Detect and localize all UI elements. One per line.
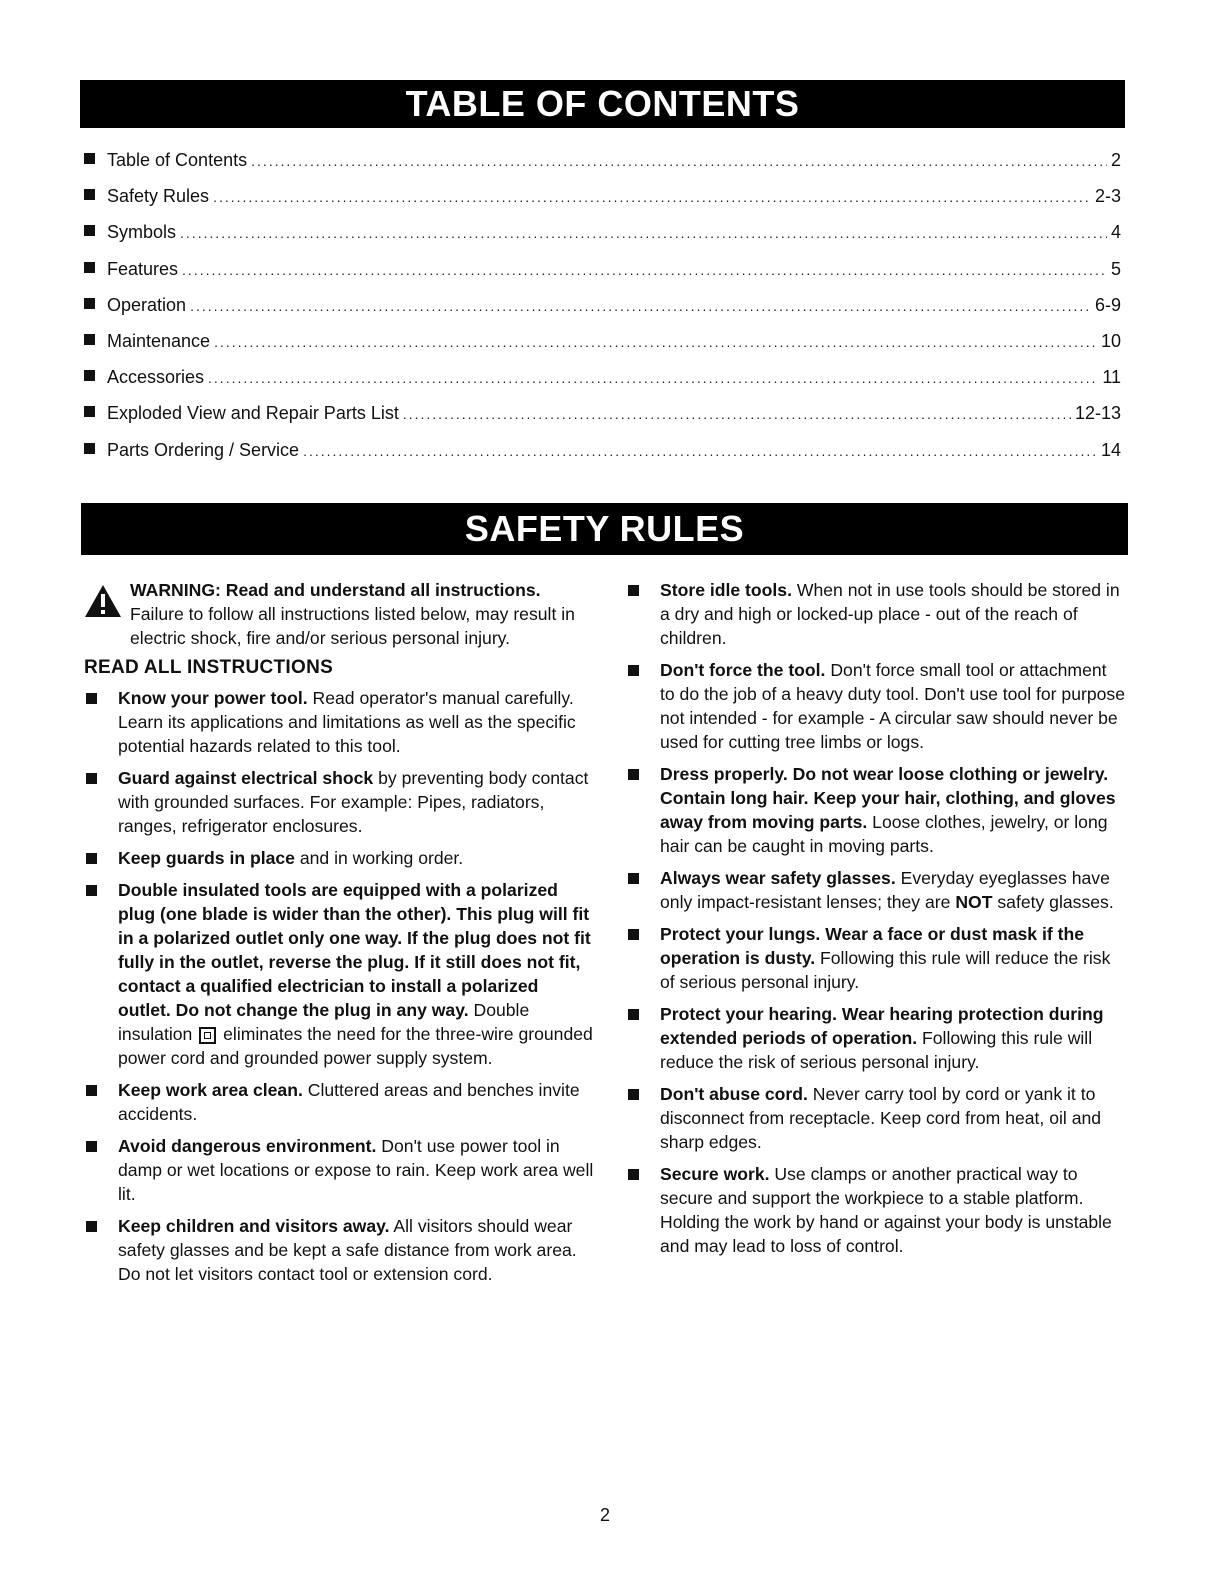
bullet-square-icon bbox=[628, 1009, 639, 1020]
safety-rule bbox=[626, 866, 1126, 914]
safety-rule bbox=[84, 766, 596, 838]
warning-text: Failure to follow all instructions listed below, may result in electric shock, fire and/or serious personal injury. bbox=[130, 604, 575, 648]
toc-item-label: Safety Rules bbox=[107, 186, 210, 207]
bullet-square-icon bbox=[628, 1169, 639, 1180]
rule-heading: Dress properly. Do not wear loose clothing or jewelry. Contain long hair. Keep your hair, clothing, and gloves away from moving parts. bbox=[660, 764, 1116, 832]
rule-text: Following this rule will reduce the risk of serious personal injury. bbox=[660, 1028, 1093, 1072]
rule-text: When not in use tools should be stored in a dry and high or locked-up place - out of the reach of children. bbox=[660, 580, 1120, 648]
bullet-square-icon bbox=[86, 773, 97, 784]
toc-item bbox=[84, 259, 1121, 295]
toc-title: TABLE OF CONTENTS bbox=[80, 80, 1125, 128]
safety-rule bbox=[626, 1082, 1126, 1154]
toc-item-label: Parts Ordering / Service bbox=[107, 439, 300, 460]
rule-heading: Secure work. bbox=[660, 1164, 770, 1184]
safety-rule bbox=[84, 686, 596, 758]
safety-rule bbox=[84, 1134, 596, 1206]
toc-item-label: Table of Contents bbox=[107, 150, 248, 170]
dot-leader bbox=[214, 334, 1097, 350]
dot-leader bbox=[180, 225, 1107, 241]
safety-rule bbox=[626, 1002, 1126, 1074]
rule-heading: Keep work area clean. bbox=[118, 1080, 303, 1100]
toc-item-page: 6-9 bbox=[1094, 294, 1121, 315]
bullet-square-icon bbox=[86, 1221, 97, 1232]
bullet-square-icon bbox=[84, 443, 95, 454]
toc-item-label: Accessories bbox=[107, 367, 205, 388]
bullet-square-icon bbox=[628, 1089, 639, 1100]
bullet-square-icon bbox=[86, 853, 97, 864]
rule-text: Loose clothes, jewelry, or long hair can be caught in moving parts. bbox=[660, 812, 1108, 856]
toc-item bbox=[84, 222, 1121, 258]
safety-rule bbox=[626, 1162, 1126, 1258]
rule-text: and in working order. bbox=[294, 848, 464, 868]
bullet-square-icon bbox=[84, 262, 95, 273]
rule-text: Don't use power tool in damp or wet locations or expose to rain. Keep work area well lit. bbox=[118, 1136, 594, 1204]
toc-item-page: 12-13 bbox=[1074, 403, 1121, 424]
safety-rule bbox=[626, 578, 1126, 650]
rule-heading: Keep children and visitors away. bbox=[118, 1216, 390, 1236]
safety-rule bbox=[84, 1078, 596, 1126]
rule-text: Use clamps or another practical way to secure and support the workpiece to a stable platform. Holding the work by hand or against your body is unstable and may lead to loss of control. bbox=[660, 1164, 1112, 1256]
rule-heading: Don't force the tool. bbox=[660, 660, 826, 680]
dot-leader bbox=[303, 443, 1097, 459]
toc-item-page: 14 bbox=[1100, 439, 1121, 460]
rule-text: Don't force small tool or attachment to do the job of a heavy duty tool. Don't use tool for purpose not intended - for example - A circular saw should never be used for cutting tree limbs or logs. bbox=[660, 660, 1126, 752]
rule-emphasis: NOT bbox=[955, 892, 993, 912]
double-insulation-icon bbox=[199, 1027, 216, 1044]
rule-text: Never carry tool by cord or yank it to disconnect from receptacle. Keep cord from heat, oil and sharp edges. bbox=[660, 1084, 1102, 1152]
safety-rule bbox=[84, 846, 596, 870]
toc-item bbox=[84, 150, 1121, 186]
toc-item-page: 5 bbox=[1110, 258, 1121, 279]
bullet-square-icon bbox=[628, 585, 639, 596]
rule-text: Following this rule will reduce the risk of serious personal injury. bbox=[660, 948, 1111, 992]
rule-heading: Keep guards in place bbox=[118, 848, 295, 868]
bullet-square-icon bbox=[84, 370, 95, 381]
bullet-square-icon bbox=[86, 693, 97, 704]
rule-text: Cluttered areas and benches invite accidents. bbox=[118, 1080, 580, 1124]
toc-item-page: 11 bbox=[1102, 367, 1121, 388]
toc-item-label: Symbols bbox=[107, 222, 177, 243]
dot-leader bbox=[182, 262, 1107, 278]
rule-heading: Guard against electrical shock bbox=[118, 768, 374, 788]
page-number: 2 bbox=[599, 1505, 610, 1525]
bullet-square-icon bbox=[84, 406, 95, 417]
rule-text: by preventing body contact with grounded surfaces. For example: Pipes, radiators, ranges, refrigerator enclosures. bbox=[118, 768, 589, 836]
toc-item bbox=[84, 186, 1121, 222]
dot-leader bbox=[190, 298, 1091, 314]
safety-rules-title: SAFETY RULES bbox=[81, 503, 1128, 555]
toc-item bbox=[84, 403, 1121, 439]
toc-item bbox=[84, 295, 1121, 331]
rule-heading: Don't abuse cord. bbox=[660, 1084, 808, 1104]
warning-triangle-icon bbox=[84, 584, 122, 618]
bullet-square-icon bbox=[86, 1085, 97, 1096]
safety-rule bbox=[626, 922, 1126, 994]
bullet-square-icon bbox=[84, 189, 95, 200]
toc-item-label: Operation bbox=[107, 294, 187, 315]
rule-text-after: eliminates the need for the three-wire grounded power cord and grounded power supply system. bbox=[118, 1024, 593, 1068]
bullet-square-icon bbox=[628, 665, 639, 676]
bullet-square-icon bbox=[628, 929, 639, 940]
rule-heading: Know your power tool. bbox=[118, 688, 308, 708]
warning-heading: WARNING: Read and understand all instructions. bbox=[130, 580, 541, 600]
bullet-square-icon bbox=[84, 298, 95, 309]
toc-item bbox=[84, 440, 1121, 476]
rule-heading: Avoid dangerous environment. bbox=[118, 1136, 377, 1156]
rule-heading: Protect your hearing. Wear hearing protection during extended periods of operation. bbox=[660, 1004, 1104, 1048]
bullet-square-icon bbox=[84, 153, 95, 164]
dot-leader bbox=[208, 370, 1098, 386]
bullet-square-icon bbox=[628, 873, 639, 884]
toc-item-page: 2-3 bbox=[1094, 186, 1121, 207]
read-all-instructions-heading: READ ALL INSTRUCTIONS bbox=[84, 657, 334, 678]
rule-text: All visitors should wear safety glasses and be kept a safe distance from work area. Do not let visitors contact tool or extension cord. bbox=[118, 1216, 577, 1284]
toc-item-page: 4 bbox=[1110, 222, 1121, 243]
rule-text: Everyday eyeglasses have only impact-resistant lenses; they are bbox=[660, 868, 1110, 912]
rule-text-after: safety glasses. bbox=[992, 892, 1114, 912]
toc-item bbox=[84, 367, 1121, 403]
toc-item-page: 10 bbox=[1100, 330, 1121, 351]
safety-rule bbox=[626, 658, 1126, 754]
rule-heading: Always wear safety glasses. bbox=[660, 868, 896, 888]
rule-text: Double insulation bbox=[118, 1000, 530, 1044]
safety-rule bbox=[626, 762, 1126, 858]
dot-leader bbox=[251, 153, 1107, 169]
rule-text: Read operator's manual carefully. Learn its applications and limitations as well as the specific potential hazards related to this tool. bbox=[118, 688, 576, 756]
toc-item-page: 2 bbox=[1110, 150, 1121, 170]
bullet-square-icon bbox=[628, 769, 639, 780]
toc-item-label: Exploded View and Repair Parts List bbox=[107, 403, 399, 424]
safety-rule bbox=[84, 878, 596, 1070]
safety-right-column bbox=[626, 578, 1126, 1266]
toc-list bbox=[84, 150, 1121, 476]
toc-item bbox=[84, 331, 1121, 367]
bullet-square-icon bbox=[86, 885, 97, 896]
safety-left-column bbox=[84, 578, 596, 1294]
rule-heading: Store idle tools. bbox=[660, 580, 792, 600]
toc-item-label: Features bbox=[107, 258, 179, 279]
toc-item-label: Maintenance bbox=[107, 330, 211, 351]
safety-rule bbox=[84, 1214, 596, 1286]
bullet-square-icon bbox=[84, 225, 95, 236]
warning-block bbox=[84, 578, 596, 650]
dot-leader bbox=[403, 406, 1071, 422]
rule-heading: Protect your lungs. Wear a face or dust mask if the operation is dusty. bbox=[660, 924, 1084, 968]
dot-leader bbox=[213, 189, 1091, 205]
bullet-square-icon bbox=[86, 1141, 97, 1152]
rule-heading: Double insulated tools are equipped with a polarized plug (one blade is wider than the other). This plug will fit in a polarized outlet only one way. If the plug does not fit fully in the outlet, reverse the plug. If it still does not fit, contact a qualified electrician to install a polarized outlet. Do not change the plug in any way. bbox=[118, 880, 591, 1020]
bullet-square-icon bbox=[84, 334, 95, 345]
